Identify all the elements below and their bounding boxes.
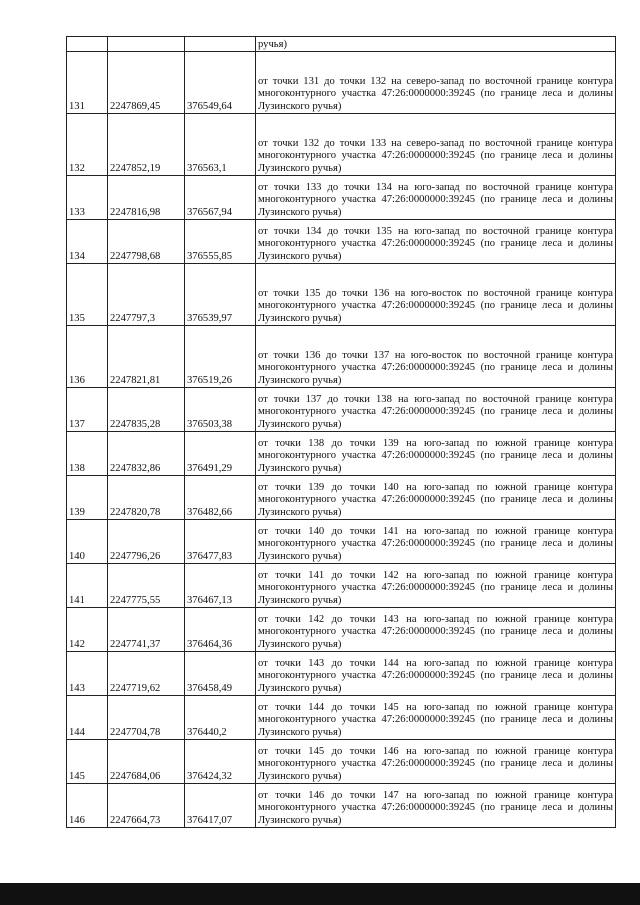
cell-description: ручья)	[256, 37, 616, 52]
cell-x-coordinate: 2247797,3	[108, 264, 185, 326]
cell-y-coordinate: 376567,94	[185, 176, 256, 220]
cell-description: от точки 142 до точки 143 на юго-запад по южной границе контура многоконтурного участка 47:26:0000000:39245 (по границе леса и долины Лузинского ручья)	[256, 608, 616, 652]
cell-y-coordinate: 376458,49	[185, 652, 256, 696]
cell-point-number: 141	[67, 564, 108, 608]
table-row	[67, 564, 616, 608]
cell-x-coordinate: 2247820,78	[108, 476, 185, 520]
table-row	[67, 114, 616, 176]
table-row-continuation	[67, 37, 616, 52]
cell-x-coordinate: 2247832,86	[108, 432, 185, 476]
cell-y-coordinate: 376424,32	[185, 740, 256, 784]
cell-description: от точки 146 до точки 147 на юго-запад по южной границе контура многоконтурного участка 47:26:0000000:39245 (по границе леса и долины Лузинского ручья)	[256, 784, 616, 828]
cell-description: от точки 135 до точки 136 на юго-восток по восточной границе контура многоконтурного участка 47:26:0000000:39245 (по границе леса и долины Лузинского ручья)	[256, 264, 616, 326]
table-row	[67, 432, 616, 476]
cell-point-number: 145	[67, 740, 108, 784]
cell-y-coordinate: 376503,38	[185, 388, 256, 432]
cell-description: от точки 134 до точки 135 на юго-запад по восточной границе контура многоконтурного участка 47:26:0000000:39245 (по границе леса и долины Лузинского ручья)	[256, 220, 616, 264]
cell-x-coordinate: 2247719,62	[108, 652, 185, 696]
cell-point-number: 132	[67, 114, 108, 176]
table-row	[67, 476, 616, 520]
cell-description: от точки 145 до точки 146 на юго-запад по южной границе контура многоконтурного участка 47:26:0000000:39245 (по границе леса и долины Лузинского ручья)	[256, 740, 616, 784]
cell-x-coordinate: 2247816,98	[108, 176, 185, 220]
cell-x-coordinate: 2247798,68	[108, 220, 185, 264]
cell-y-coordinate: 376549,64	[185, 52, 256, 114]
cell-description: от точки 139 до точки 140 на юго-запад по южной границе контура многоконтурного участка 47:26:0000000:39245 (по границе леса и долины Лузинского ручья)	[256, 476, 616, 520]
table-row	[67, 608, 616, 652]
cell-x-coordinate: 2247704,78	[108, 696, 185, 740]
cell-y-coordinate: 376555,85	[185, 220, 256, 264]
cell-point-number: 139	[67, 476, 108, 520]
cell-y-coordinate: 376464,36	[185, 608, 256, 652]
cell-point-number	[67, 37, 108, 52]
cell-x-coordinate: 2247821,81	[108, 326, 185, 388]
cell-description: от точки 136 до точки 137 на юго-восток по восточной границе контура многоконтурного участка 47:26:0000000:39245 (по границе леса и долины Лузинского ручья)	[256, 326, 616, 388]
cell-x-coordinate: 2247796,26	[108, 520, 185, 564]
cell-point-number: 138	[67, 432, 108, 476]
cell-point-number: 133	[67, 176, 108, 220]
table-row	[67, 388, 616, 432]
coordinates-table	[66, 36, 616, 828]
table-row	[67, 740, 616, 784]
cell-x-coordinate: 2247684,06	[108, 740, 185, 784]
cell-description: от точки 138 до точки 139 на юго-запад по южной границе контура многоконтурного участка 47:26:0000000:39245 (по границе леса и долины Лузинского ручья)	[256, 432, 616, 476]
coordinates-table-body	[67, 37, 616, 828]
cell-y-coordinate: 376477,83	[185, 520, 256, 564]
cell-y-coordinate: 376539,97	[185, 264, 256, 326]
table-row	[67, 784, 616, 828]
table-row	[67, 264, 616, 326]
cell-point-number: 131	[67, 52, 108, 114]
cell-x-coordinate: 2247664,73	[108, 784, 185, 828]
cell-x-coordinate: 2247852,19	[108, 114, 185, 176]
cell-description: от точки 143 до точки 144 на юго-запад по южной границе контура многоконтурного участка 47:26:0000000:39245 (по границе леса и долины Лузинского ручья)	[256, 652, 616, 696]
cell-x-coordinate: 2247835,28	[108, 388, 185, 432]
cell-x-coordinate	[108, 37, 185, 52]
cell-y-coordinate: 376563,1	[185, 114, 256, 176]
cell-description: от точки 144 до точки 145 на юго-запад по южной границе контура многоконтурного участка 47:26:0000000:39245 (по границе леса и долины Лузинского ручья)	[256, 696, 616, 740]
scan-bottom-edge	[0, 883, 640, 905]
cell-y-coordinate: 376417,07	[185, 784, 256, 828]
cell-point-number: 146	[67, 784, 108, 828]
table-row	[67, 220, 616, 264]
cell-description: от точки 133 до точки 134 на юго-запад по восточной границе контура многоконтурного участка 47:26:0000000:39245 (по границе леса и долины Лузинского ручья)	[256, 176, 616, 220]
table-row	[67, 326, 616, 388]
cell-description: от точки 141 до точки 142 на юго-запад по южной границе контура многоконтурного участка 47:26:0000000:39245 (по границе леса и долины Лузинского ручья)	[256, 564, 616, 608]
cell-x-coordinate: 2247741,37	[108, 608, 185, 652]
cell-point-number: 135	[67, 264, 108, 326]
cell-point-number: 143	[67, 652, 108, 696]
cell-y-coordinate: 376440,2	[185, 696, 256, 740]
cell-y-coordinate: 376519,26	[185, 326, 256, 388]
cell-point-number: 140	[67, 520, 108, 564]
cell-y-coordinate: 376467,13	[185, 564, 256, 608]
table-row	[67, 52, 616, 114]
cell-point-number: 136	[67, 326, 108, 388]
cell-point-number: 144	[67, 696, 108, 740]
table-row	[67, 652, 616, 696]
table-row	[67, 520, 616, 564]
cell-point-number: 137	[67, 388, 108, 432]
cell-description: от точки 131 до точки 132 на северо-запад по восточной границе контура многоконтурного участка 47:26:0000000:39245 (по границе леса и долины Лузинского ручья)	[256, 52, 616, 114]
cell-point-number: 142	[67, 608, 108, 652]
cell-description: от точки 132 до точки 133 на северо-запад по восточной границе контура многоконтурного участка 47:26:0000000:39245 (по границе леса и долины Лузинского ручья)	[256, 114, 616, 176]
cell-x-coordinate: 2247775,55	[108, 564, 185, 608]
table-row	[67, 696, 616, 740]
cell-description: от точки 140 до точки 141 на юго-запад по южной границе контура многоконтурного участка 47:26:0000000:39245 (по границе леса и долины Лузинского ручья)	[256, 520, 616, 564]
cell-y-coordinate: 376491,29	[185, 432, 256, 476]
cell-point-number: 134	[67, 220, 108, 264]
cell-x-coordinate: 2247869,45	[108, 52, 185, 114]
cell-description: от точки 137 до точки 138 на юго-запад по восточной границе контура многоконтурного участка 47:26:0000000:39245 (по границе леса и долины Лузинского ручья)	[256, 388, 616, 432]
cell-y-coordinate: 376482,66	[185, 476, 256, 520]
table-row	[67, 176, 616, 220]
cell-y-coordinate	[185, 37, 256, 52]
